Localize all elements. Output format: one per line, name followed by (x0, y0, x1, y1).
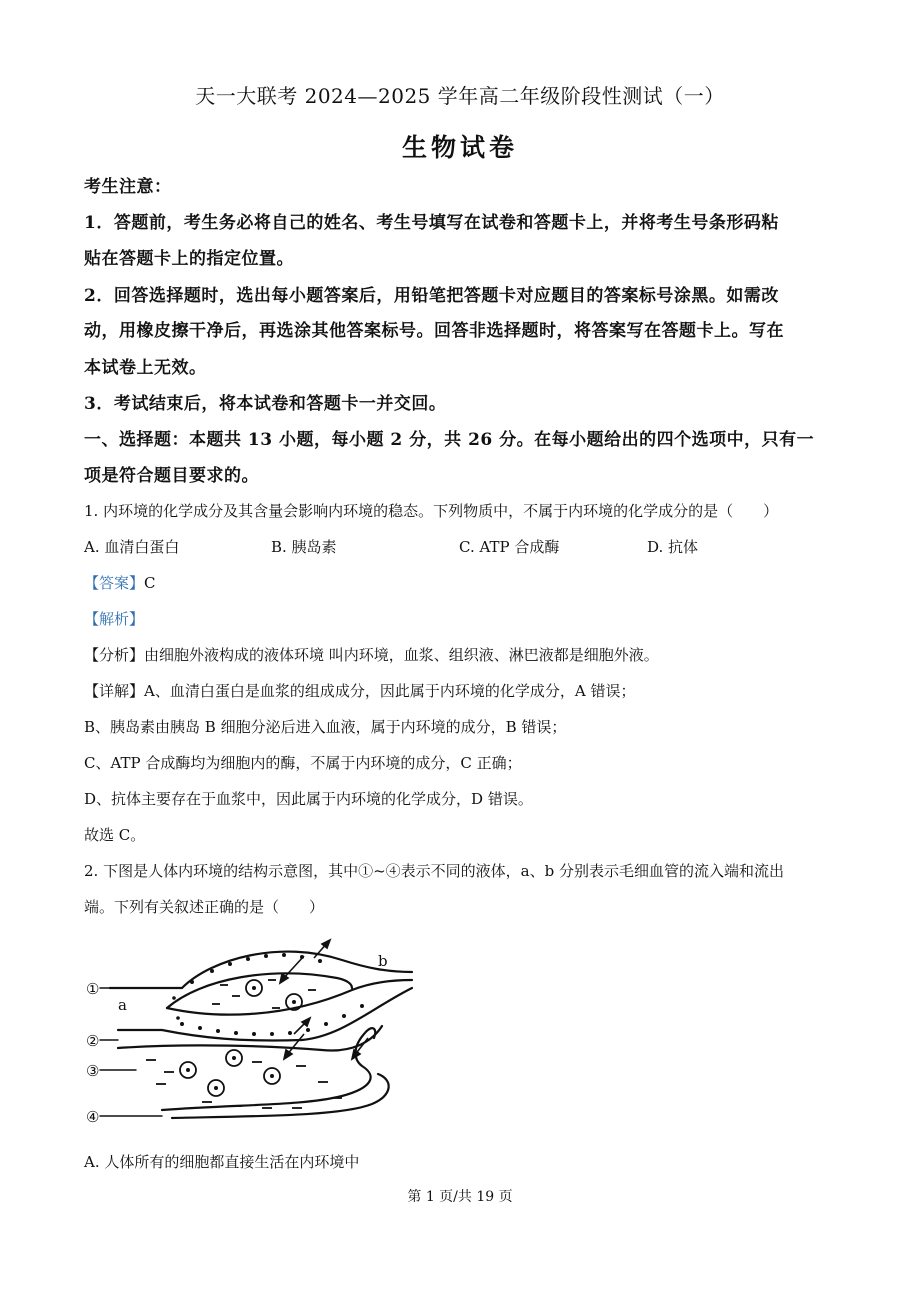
xiangjie-tag: 【详解】 (84, 682, 145, 700)
fenxi-text: 由细胞外液构成的液体环境 叫内环境，血浆、组织液、淋巴液都是细胞外液。 (144, 646, 659, 664)
q2-stem-line-1: 2. 下图是人体内环境的结构示意图，其中①~④表示不同的液体，a、b 分别表示毛细血管的流入端和流出 (84, 862, 784, 880)
fenxi-tag: 【分析】 (84, 646, 145, 664)
notice-heading: 考生注意： (84, 177, 172, 197)
label-2: ② (86, 1032, 100, 1050)
notice-item-2-line-1: 2．回答选择题时，选出每小题答案后，用铅笔把答题卡对应题目的答案标号涂黑。如需改 (84, 286, 779, 306)
q2-option-a: A. 人体所有的细胞都直接生活在内环境中 (84, 1153, 360, 1171)
q1-xiangjie-c: C、ATP 合成酶均为细胞内的酶，不属于内环境的成分，C 正确； (84, 754, 522, 772)
capillary-wall-dots (172, 953, 364, 1036)
q1-xiangjie-a (84, 681, 836, 701)
q1-analysis (84, 609, 836, 629)
q2-stem-line-2: 端。下列有关叙述正确的是（ ） (84, 898, 325, 916)
blood-cells (180, 980, 302, 1096)
q1-option-d: D. 抗体 (647, 538, 699, 556)
exam-title: 天一大联考 2024—2025 学年高二年级阶段性测试（一） (195, 84, 725, 108)
label-a: a (118, 996, 127, 1014)
q1-options (84, 537, 836, 557)
section-1-line-2: 项是符合题目要求的。 (84, 466, 259, 486)
q1-stem: 1. 内环境的化学成分及其含量会影响内环境的稳态。下列物质中，不属于内环境的化学成分的是（ ） (84, 502, 779, 520)
answer-value: C (144, 574, 156, 592)
fluid-dashes (146, 980, 342, 1108)
label-b: b (378, 952, 388, 970)
q1-conclusion: 故选 C。 (84, 826, 146, 844)
q1-option-b: B. 胰岛素 (271, 538, 337, 556)
section-1-line-1: 一、选择题：本题共 13 小题，每小题 2 分，共 26 分。在每小题给出的四个选项中，只有一 (84, 430, 815, 450)
notice-item-1-line-1: 1．答题前，考生务必将自己的姓名、考生号填写在试卷和答题卡上，并将考生号条形码粘 (84, 213, 779, 233)
label-4: ④ (86, 1108, 100, 1126)
label-3: ③ (86, 1062, 100, 1080)
notice-item-2-line-2: 动，用橡皮擦干净后，再选涂其他答案标号。回答非选择题时，将答案写在答题卡上。写在 (84, 321, 784, 341)
analysis-tag: 【解析】 (84, 610, 145, 628)
subject-title: 生物试卷 (401, 133, 518, 162)
answer-tag: 【答案】 (84, 574, 145, 592)
q1-answer (84, 573, 836, 593)
label-1: ① (86, 980, 100, 998)
q1-xiangjie-b: B、胰岛素由胰岛 B 细胞分泌后进入血液，属于内环境的成分，B 错误； (84, 718, 567, 736)
notice-item-1-line-2: 贴在答题卡上的指定位置。 (84, 249, 294, 269)
q1-option-c: C. ATP 合成酶 (459, 538, 560, 556)
q1-fenxi (84, 645, 836, 665)
q1-xiangjie-d: D、抗体主要存在于血浆中，因此属于内环境的化学成分，D 错误。 (84, 790, 533, 808)
q1-option-a: A. 血清白蛋白 (84, 538, 180, 556)
xiangjie-a-text: A、血清白蛋白是血浆的组成成分，因此属于内环境的化学成分，A 错误； (144, 682, 636, 700)
internal-environment-diagram (82, 938, 422, 1134)
page-footer: 第 1 页/共 19 页 (407, 1189, 513, 1205)
notice-item-2-line-3: 本试卷上无效。 (84, 358, 207, 378)
notice-item-3: 3．考试结束后，将本试卷和答题卡一并交回。 (84, 394, 447, 414)
